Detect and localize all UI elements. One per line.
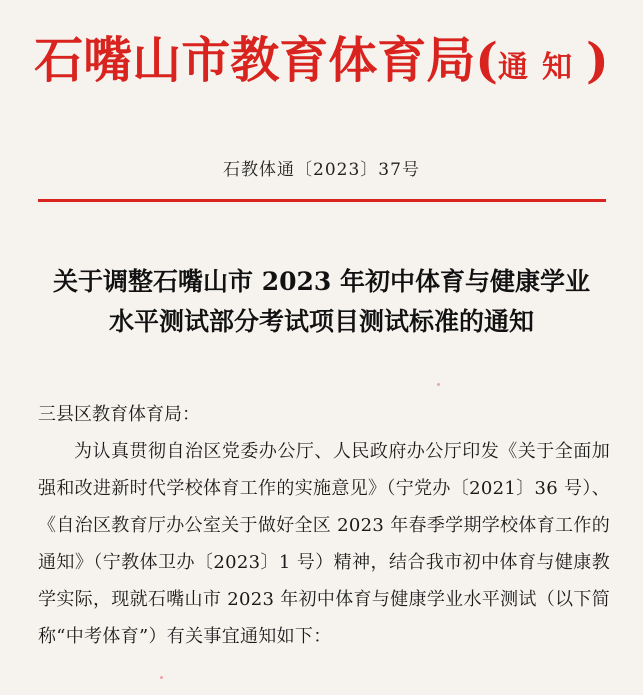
paper-speck xyxy=(160,676,163,679)
issuing-organization: 石嘴山市教育体育局 xyxy=(34,31,476,89)
recipient-line: 三县区教育体育局： xyxy=(38,404,200,425)
title-line-1: 关于调整石嘴山市 2023 年初中体育与健康学业 xyxy=(53,267,590,296)
letterhead xyxy=(0,22,643,92)
title-line-2: 水平测试部分考试项目测试标准的通知 xyxy=(108,307,534,336)
document-type: 通知 xyxy=(498,50,586,85)
paren-open: ( xyxy=(475,33,498,89)
paper-speck xyxy=(437,383,440,386)
paren-close: ) xyxy=(586,33,609,89)
body-paragraph: 为认真贯彻自治区党委办公厅、人民政府办公厅印发《关于全面加强和改进新时代学校体育工作的实施意见》（宁党办〔2021〕36 号）、《自治区教育厅办公室关于做好全区 2023 年春季学期学校体育工作的通知》（宁教体卫办〔2023〕1 号）精神，结合我市初中体育与健康教学实际，现就石嘴山市 2023 年初中体育与健康学业水平测试（以下简称“中考体育”）有关事宜通知如下： xyxy=(38,441,610,647)
document-body xyxy=(38,396,610,655)
document-title xyxy=(20,262,623,342)
document-number: 石教体通〔2023〕37号 xyxy=(223,160,420,180)
red-divider-line xyxy=(38,199,606,202)
